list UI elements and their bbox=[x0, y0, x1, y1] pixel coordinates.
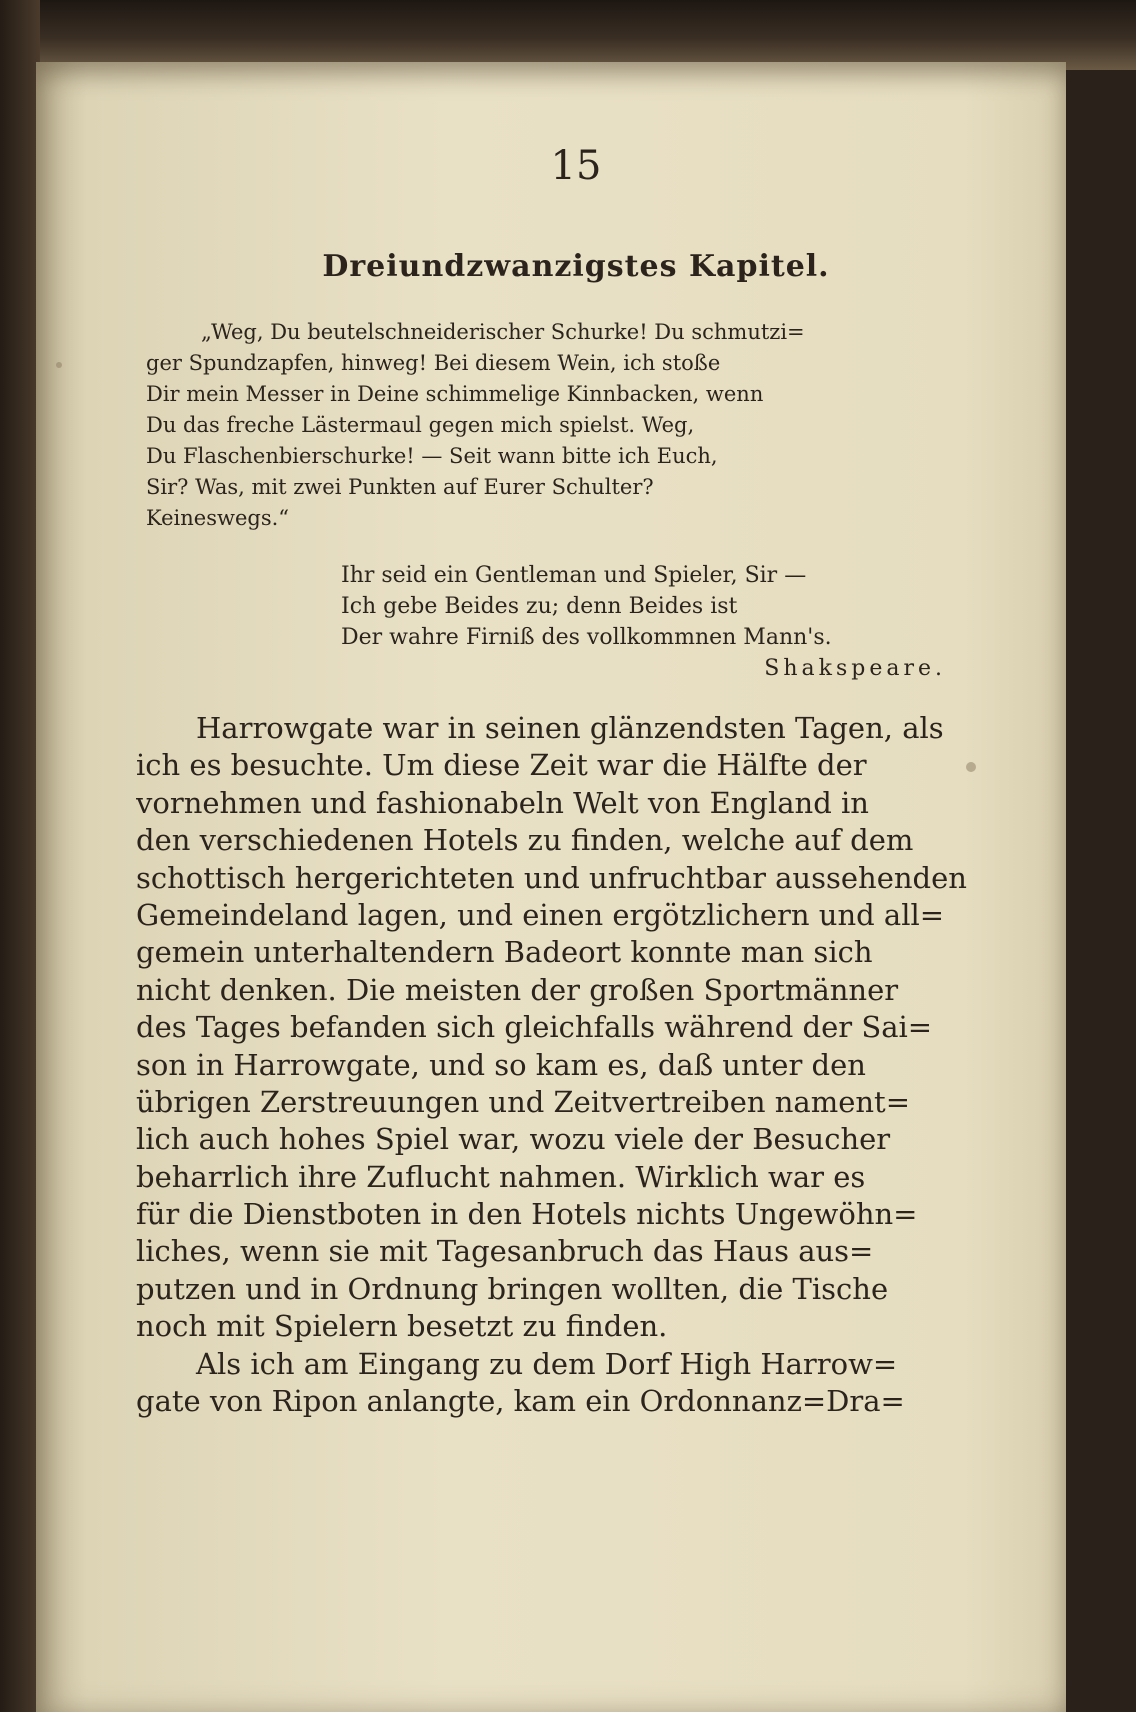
body-line: putzen und in Ordnung bringen wollten, die Tische bbox=[136, 1271, 889, 1306]
body-line: den verschiedenen Hotels zu finden, welche auf dem bbox=[136, 823, 914, 858]
body-line: liches, wenn sie mit Tagesanbruch das Haus aus= bbox=[136, 1234, 874, 1269]
body-line: Gemeindeland lagen, und einen ergötzlichern und all= bbox=[136, 897, 945, 932]
page-number: 15 bbox=[550, 143, 602, 189]
body-line: für die Dienstboten in den Hotels nichts Ungewöhn= bbox=[136, 1197, 918, 1232]
motto-line: Du Flaschenbierschurke! — Seit wann bitte ich Euch, bbox=[146, 444, 718, 468]
verse-line: Ich gebe Beides zu; denn Beides ist bbox=[341, 594, 738, 619]
verse-attribution: Shakspeare. bbox=[764, 656, 946, 681]
body-line: gate von Ripon anlangte, kam ein Ordonnanz=Dra= bbox=[136, 1384, 905, 1419]
paper-stain bbox=[966, 762, 976, 772]
body-line: Als ich am Eingang zu dem Dorf High Harrow= bbox=[196, 1346, 898, 1381]
motto-line: ger Spundzapfen, hinweg! Bei diesem Wein, ich stoße bbox=[146, 351, 721, 375]
body-line: gemein unterhaltendern Badeort konnte man sich bbox=[136, 935, 873, 970]
body-line: schottisch hergerichteten und unfruchtbar aussehenden bbox=[136, 860, 967, 895]
motto-line: Dir mein Messer in Deine schimmelige Kinnbacken, wenn bbox=[146, 382, 764, 406]
body-line: son in Harrowgate, und so kam es, daß unter den bbox=[136, 1047, 866, 1082]
verse-line: Der wahre Firniß des vollkommnen Mann's. bbox=[341, 625, 832, 650]
verse-quote bbox=[146, 560, 1006, 684]
chapter-title: Dreiundzwanzigstes Kapitel. bbox=[322, 249, 830, 284]
body-line: beharrlich ihre Zuflucht nahmen. Wirklich war es bbox=[136, 1159, 866, 1194]
book-binding-top bbox=[0, 0, 1136, 70]
motto-line: Keineswegs.“ bbox=[146, 506, 290, 530]
book-page bbox=[36, 62, 1066, 1712]
paper-stain bbox=[56, 362, 62, 368]
body-line: nicht denken. Die meisten der großen Sportmänner bbox=[136, 972, 899, 1007]
motto-line: Sir? Was, mit zwei Punkten auf Eurer Schulter? bbox=[146, 475, 654, 499]
body-line: lich auch hohes Spiel war, wozu viele der Besucher bbox=[136, 1122, 891, 1157]
motto-line: „Weg, Du beutelschneiderischer Schurke! Du schmutzi= bbox=[201, 320, 805, 344]
body-line: des Tages befanden sich gleichfalls während der Sai= bbox=[136, 1010, 933, 1045]
motto-line: Du das freche Lästermaul gegen mich spielst. Weg, bbox=[146, 413, 695, 437]
body-paragraphs bbox=[136, 710, 1016, 1420]
chapter-motto bbox=[146, 317, 1006, 534]
body-line: vornehmen und fashionabeln Welt von England in bbox=[136, 785, 869, 820]
body-line: noch mit Spielern besetzt zu finden. bbox=[136, 1309, 668, 1344]
book-binding-left bbox=[0, 0, 40, 1712]
verse-line: Ihr seid ein Gentleman und Spieler, Sir — bbox=[341, 563, 807, 588]
body-line: ich es besuchte. Um diese Zeit war die Hälfte der bbox=[136, 748, 867, 783]
body-line: Harrowgate war in seinen glänzendsten Tagen, als bbox=[196, 711, 944, 745]
body-line: übrigen Zerstreuungen und Zeitvertreiben nament= bbox=[136, 1084, 911, 1119]
